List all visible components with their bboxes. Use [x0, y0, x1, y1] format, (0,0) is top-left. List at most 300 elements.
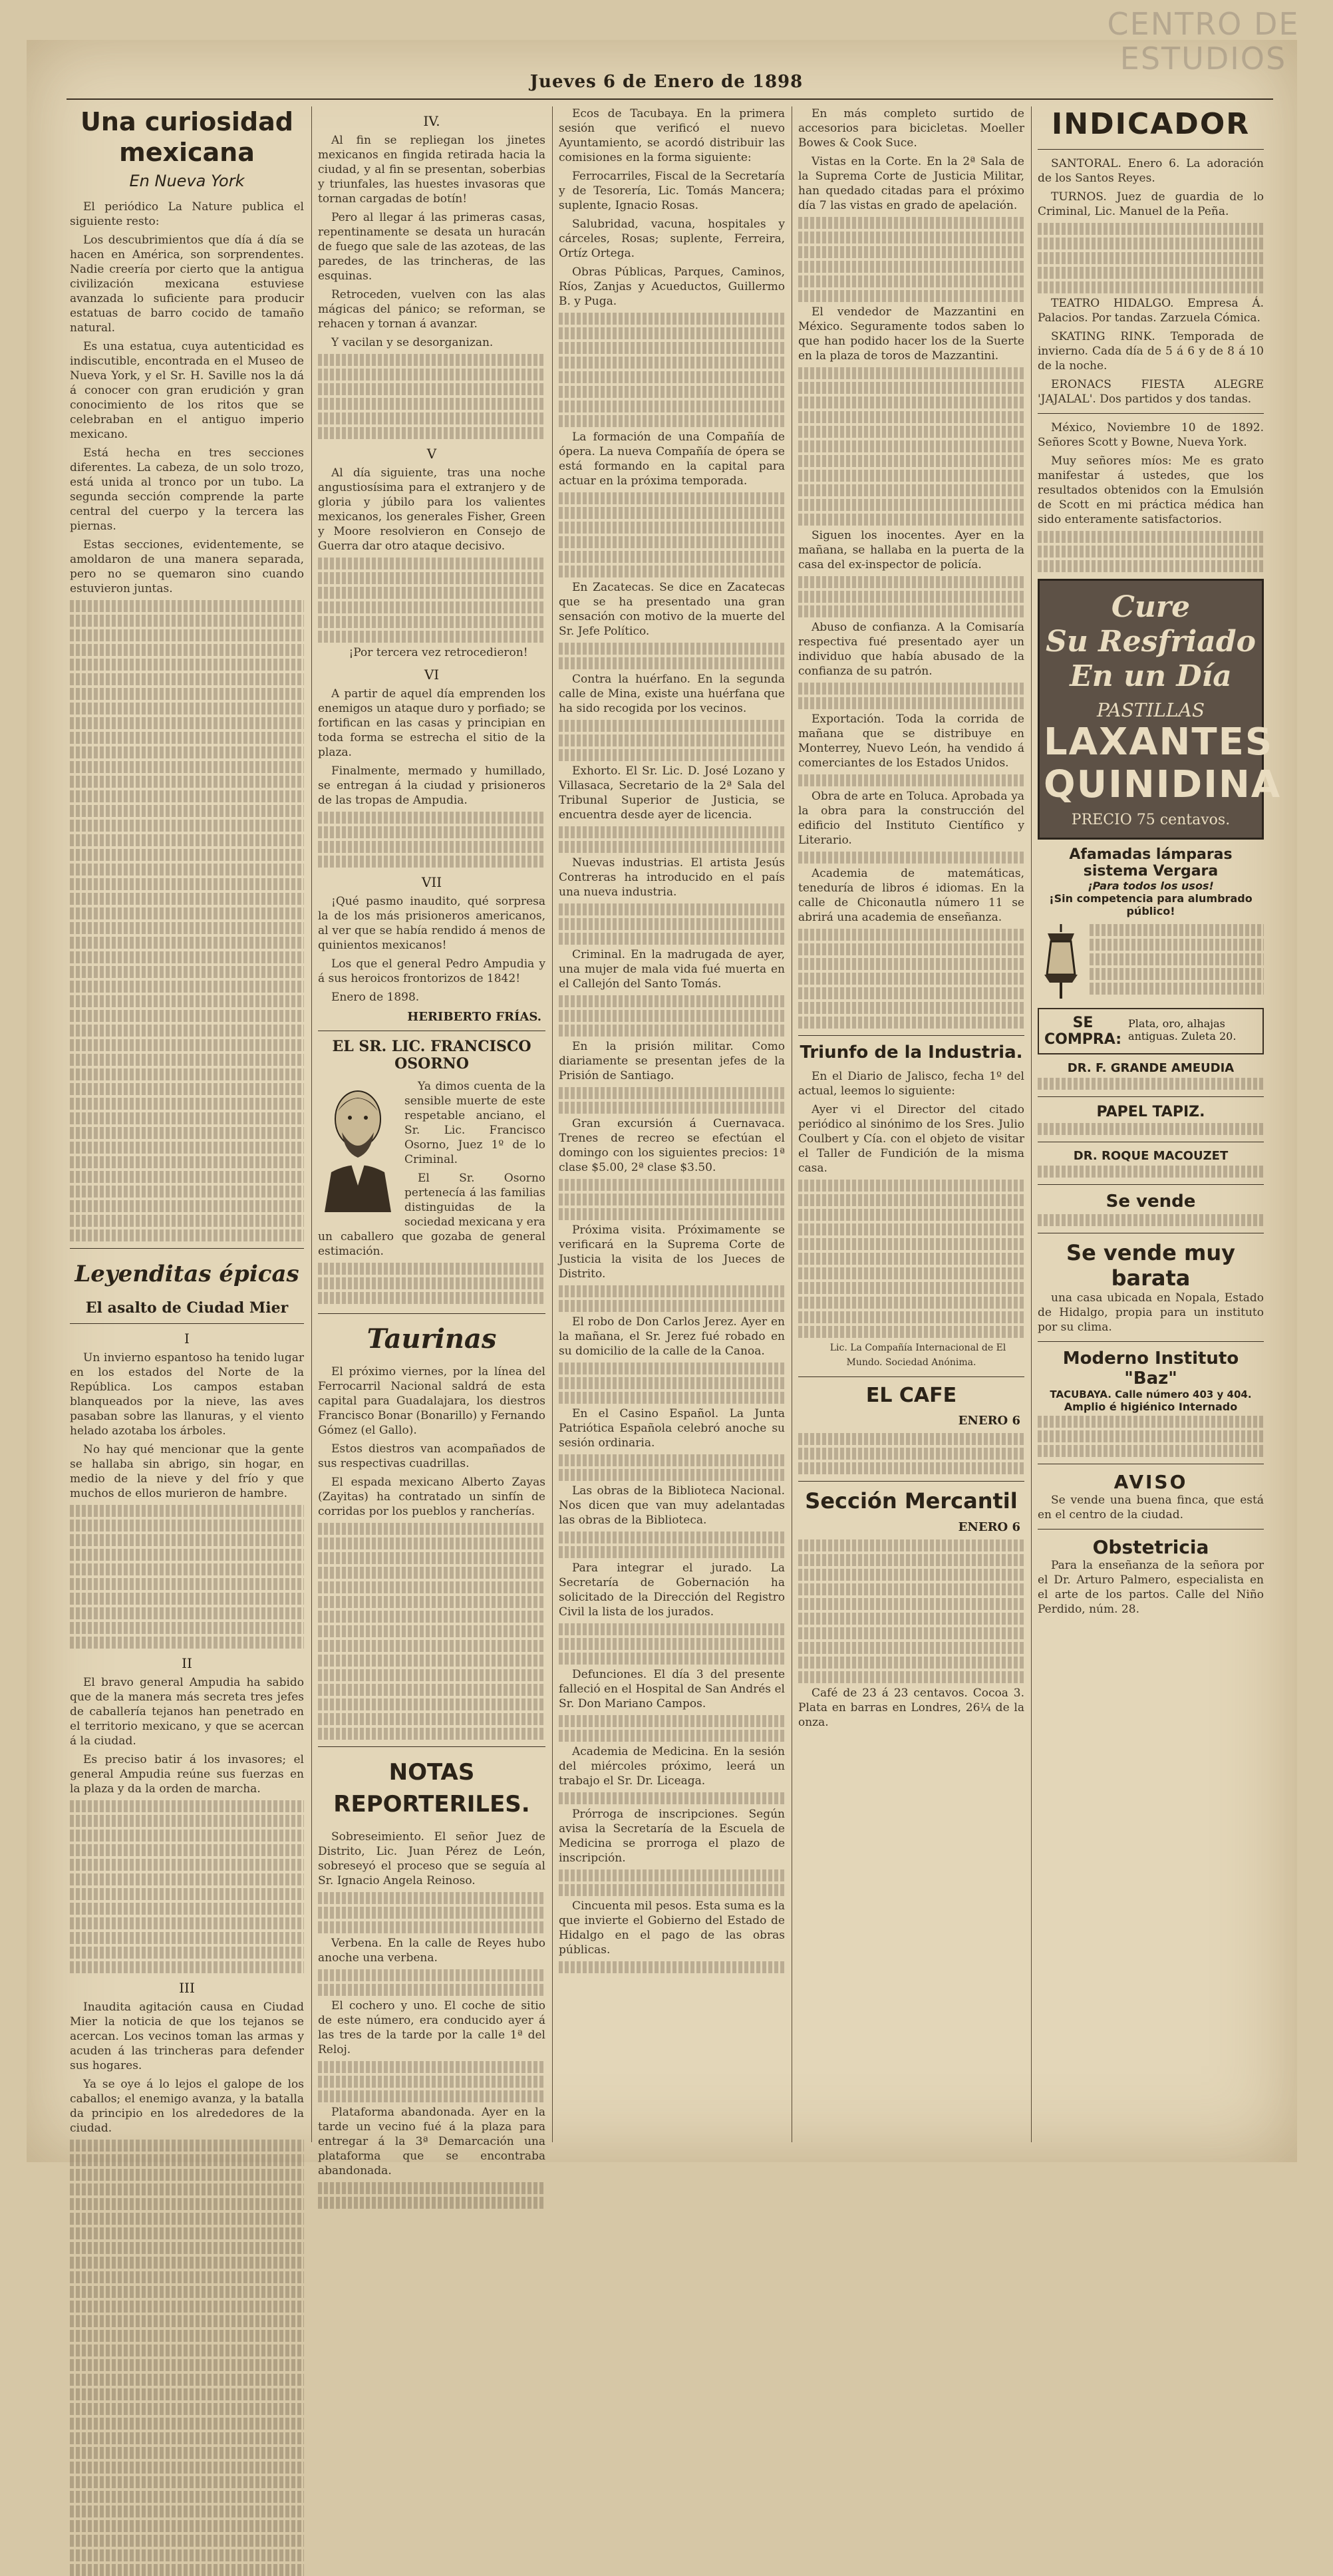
se-compra-ad: [1038, 1008, 1264, 1054]
cafe-date: ENERO 6: [958, 1414, 1020, 1428]
headline-curiosidad: Una curiosidad mexicana: [80, 107, 293, 167]
section-divider: [318, 1746, 545, 1747]
lamp-icon: [1038, 921, 1084, 1001]
text-filler: [1090, 939, 1264, 951]
publisher-note: Lic. La Compañía Internacional de El Mundo. Sociedad Anónima.: [829, 1343, 1006, 1368]
text-filler: [1038, 1078, 1264, 1090]
article-paragraph: Es preciso batir á los invasores; el general Ampudia reúne sus fuerzas en la plaza y da la orden de marcha.: [70, 1753, 304, 1796]
section-divider: [798, 1481, 1024, 1482]
article-paragraph: TEATRO HIDALGO. Empresa Á. Palacios. Por tandas. Zarzuela Cómica.: [1038, 297, 1264, 325]
text-filler: [798, 1462, 1024, 1474]
text-filler: [70, 1622, 304, 1634]
article-paragraph: A partir de aquel día emprenden los enemigos un ataque duro y porfiado; se fortifican en las casas y principian en toda forma se estrecha el sitio de la plaza.: [318, 687, 545, 759]
text-filler: [70, 1932, 304, 1944]
page-dateline: Jueves 6 de Enero de 1898: [529, 72, 804, 92]
text-filler: [798, 943, 1024, 955]
article-dateline: Enero de 1898.: [331, 991, 420, 1004]
subhead-ciudad-mier: El asalto de Ciudad Mier: [85, 1299, 289, 1317]
text-filler: [798, 426, 1024, 438]
section-number: II: [182, 1655, 192, 1671]
text-filler: [559, 734, 785, 746]
text-filler: [70, 1039, 304, 1051]
text-filler: [70, 1520, 304, 1531]
column-3: [559, 106, 785, 2142]
text-filler: [798, 1448, 1024, 1460]
text-filler: [70, 629, 304, 641]
section-number: VI: [424, 667, 440, 683]
text-filler: [559, 841, 785, 853]
text-filler: [559, 565, 785, 577]
text-filler: [70, 2374, 304, 2386]
text-filler: [70, 2491, 304, 2503]
text-filler: [798, 411, 1024, 423]
article-paragraph: Está hecha en tres secciones diferentes. La cabeza, de un solo trozo, está unida al tronco por un tubo. La segunda sección comprende la parte central del cuerpo y la tercera las piernas.: [70, 446, 304, 533]
text-filler: [70, 849, 304, 861]
text-filler: [70, 600, 304, 612]
article-paragraph: ERONACS FIESTA ALEGRE 'JAJALAL'. Dos partidos y dos tandas.: [1038, 378, 1264, 406]
article-paragraph: Estas secciones, evidentemente, se amoldaron de una manera separada, pero no se quemaron sino cuando estuvieron juntas.: [70, 538, 304, 595]
text-filler: [70, 703, 304, 715]
text-filler: [798, 1223, 1024, 1235]
article-paragraph: Un invierno espantoso ha tenido lugar en los estados del Norte de la República. Los campos estaban blanqueados por la nieve, las aves pasaban sobre las llanuras, y el viento helado azotaba los árboles.: [70, 1351, 304, 1438]
text-filler: [559, 643, 785, 655]
article-paragraph: Academia de Medicina. En la sesión del miércoles próximo, leerá un trabajo el Sr. Dr. Liceaga.: [559, 1745, 785, 1788]
text-filler: [70, 1844, 304, 1856]
text-filler: [559, 657, 785, 669]
article-paragraph: Los descubrimientos que día á día se hacen en América, son sorprendentes. Nadie creería por cierto que la antigua civilización mexicana estuviese avanzada lo suficiente para producir estatuas de barro cocido de tamaño natural.: [70, 234, 304, 335]
article-paragraph: Las obras de la Biblioteca Nacional. Nos dicen que van muy adelantadas las obras de la Biblioteca.: [559, 1484, 785, 1527]
text-filler: [798, 275, 1024, 287]
text-filler: [1090, 968, 1264, 980]
text-filler: [798, 382, 1024, 394]
aviso-ad: AVISO: [1113, 1471, 1188, 1493]
text-filler: [798, 1282, 1024, 1294]
column-separator: [311, 106, 312, 2142]
text-filler: [318, 1277, 545, 1289]
article-paragraph: En la prisión militar. Como diariamente se presentan jefes de la Prisión de Santiago.: [559, 1040, 785, 1082]
text-filler: [70, 805, 304, 817]
text-filler: [798, 683, 1024, 695]
text-filler: [559, 1653, 785, 1665]
article-paragraph: Nuevas industrias. El artista Jesús Contreras ha introducido en el país una nueva industria.: [559, 856, 785, 899]
headline-triunfo-industria: Triunfo de la Industria.: [800, 1043, 1023, 1062]
text-filler: [559, 1377, 785, 1389]
text-filler: [70, 732, 304, 744]
text-filler: [70, 1142, 304, 1154]
article-paragraph: Plataforma abandonada. Ayer en la tarde un vecino fué á la plaza para entregar á la 3ª Demarcación una plataforma que se encontraba abandonada.: [318, 2106, 545, 2177]
ad-pastillas-line: PASTILLAS: [1097, 699, 1205, 721]
article-paragraph: Verbena. En la calle de Reyes hubo anoche una verbena.: [318, 1937, 545, 1965]
section-divider: [1038, 149, 1264, 150]
text-filler: [318, 841, 545, 853]
text-filler: [70, 1534, 304, 1546]
text-filler: [70, 1961, 304, 1973]
text-filler: [70, 834, 304, 846]
text-filler: [798, 1297, 1024, 1309]
text-filler: [318, 587, 545, 599]
ad-dia-line: En un Día: [1070, 659, 1232, 693]
text-filler: [1038, 1166, 1264, 1178]
text-filler: [318, 1713, 545, 1725]
obstetricia-ad: Obstetricia: [1092, 1536, 1209, 1558]
text-filler: [559, 1179, 785, 1191]
text-filler: [70, 1593, 304, 1605]
text-filler: [318, 1581, 545, 1593]
text-filler: [1038, 546, 1264, 558]
text-filler: [318, 1523, 545, 1535]
text-filler: [70, 1859, 304, 1871]
text-filler: [559, 536, 785, 548]
text-filler: [318, 369, 545, 381]
text-filler: [70, 1830, 304, 1842]
text-filler: [798, 261, 1024, 273]
article-paragraph: Ya se oye á lo lejos el galope de los caballos; el enemigo avanza, y la batalla da principio en los alrededores de la ciudad.: [70, 2078, 304, 2135]
text-filler: [70, 1917, 304, 1929]
text-filler: [559, 720, 785, 732]
text-filler: [70, 937, 304, 949]
text-filler: [798, 232, 1024, 243]
text-filler: [70, 995, 304, 1007]
headline-leyenditas: Leyenditas épicas: [74, 1261, 299, 1287]
ad-price: PRECIO 75 centavos.: [1071, 812, 1231, 828]
text-filler: [559, 357, 785, 369]
text-filler: [70, 1888, 304, 1900]
text-filler: [70, 1607, 304, 1619]
text-filler: [70, 907, 304, 919]
text-filler: [318, 412, 545, 424]
text-filler: [318, 2090, 545, 2102]
text-filler: [318, 1728, 545, 1740]
text-filler: [318, 1552, 545, 1564]
text-filler: [559, 1884, 785, 1896]
text-filler: [798, 929, 1024, 941]
text-filler: [70, 893, 304, 905]
article-paragraph: Próxima visita. Próximamente se verificará en la Suprema Corte de Justicia la visita de los Jueces de Distrito.: [559, 1223, 785, 1281]
lamparas-subhead-2: ¡Sin competencia para alumbrado público!: [1049, 892, 1253, 917]
text-filler: [798, 367, 1024, 379]
article-paragraph: Muy señores míos: Me es grato manifestar á ustedes, que los resultados obtenidos con la Emulsión de Scott en mi práctica médica han sido enteramente satisfactorios.: [1038, 454, 1264, 526]
text-filler: [798, 1180, 1024, 1192]
text-filler: [798, 987, 1024, 999]
text-filler: [70, 644, 304, 656]
text-filler: [1038, 1430, 1264, 1442]
text-filler: [318, 354, 545, 366]
text-filler: [70, 1156, 304, 1168]
text-filler: [70, 1098, 304, 1110]
text-filler: [798, 1326, 1024, 1338]
instituto-address: TACUBAYA. Calle número 403 y 404.: [1050, 1388, 1252, 1400]
text-filler: [318, 1684, 545, 1696]
text-filler: [798, 1017, 1024, 1029]
lamparas-text-block: [1090, 921, 1264, 1001]
ad-laxantes-line: LAXANTES: [1044, 721, 1274, 764]
text-filler: [559, 1392, 785, 1404]
ad-quinidina-line: QUINIDINA: [1044, 763, 1282, 806]
article-paragraph: Siguen los inocentes. Ayer en la mañana, se hallaba en la puerta de la casa del ex-inspector de policía.: [798, 529, 1024, 571]
text-filler: [318, 2076, 545, 2088]
text-filler: [70, 1229, 304, 1241]
section-number: V: [426, 446, 437, 462]
headline-lamparas: Afamadas lámparas sistema Vergara: [1069, 846, 1233, 880]
article-paragraph: En el Casino Español. La Junta Patriótica Española celebró anoche su sesión ordinaria.: [559, 1407, 785, 1450]
article-paragraph: Cincuenta mil pesos. Esta suma es la que invierte el Gobierno del Estado de Hidalgo en el pago de las obras públicas.: [559, 1899, 785, 1957]
text-filler: [70, 2330, 304, 2342]
section-divider: [70, 1248, 304, 1249]
archive-watermark: [1094, 7, 1313, 76]
text-filler: [70, 688, 304, 700]
text-filler: [70, 2140, 304, 2152]
text-filler: [70, 790, 304, 802]
text-filler: [70, 2271, 304, 2283]
article-paragraph: Criminal. En la madrugada de ayer, una mujer de mala vida fué muerta en el Callejón del Santo Tomás.: [559, 948, 785, 991]
text-filler: [1038, 1445, 1264, 1457]
text-filler: [559, 1961, 785, 1973]
text-filler: [318, 1669, 545, 1681]
ameduia-ad: DR. F. GRANDE AMEUDIA: [1067, 1061, 1235, 1075]
text-filler: [559, 551, 785, 563]
article-paragraph: El vendedor de Mazzantini en México. Seguramente todos saben lo que han podido hacer los de la Suerte en la plaza de toros de Mazzantini.: [798, 305, 1024, 363]
text-filler: [70, 981, 304, 993]
text-filler: [1090, 953, 1264, 965]
osorno-article: [318, 1079, 545, 1304]
text-filler: [70, 864, 304, 876]
text-filler: [1090, 924, 1264, 936]
text-filler: [70, 2169, 304, 2181]
text-filler: [70, 746, 304, 758]
article-paragraph: TURNOS. Juez de guardia de lo Criminal, Lic. Manuel de la Peña.: [1038, 190, 1264, 218]
article-paragraph: Café de 23 á 23 centavos. Cocoa 3. Plata en barras en Londres, 26¼ de la onza.: [798, 1687, 1024, 1729]
text-filler: [1038, 223, 1264, 235]
text-filler: [70, 1549, 304, 1561]
text-filler: [559, 1623, 785, 1635]
article-paragraph: Finalmente, mermado y humillado, se entregan á la ciudad y prisioneros de las tropas de Ampudia.: [318, 764, 545, 807]
article-paragraph: SANTORAL. Enero 6. La adoración de los Santos Reyes.: [1038, 157, 1264, 185]
column-1: [70, 106, 304, 2142]
column-5: [1038, 106, 1282, 2142]
text-filler: [798, 1253, 1024, 1265]
text-filler: [318, 856, 545, 868]
top-rule: [67, 98, 1273, 100]
article-byline: HERIBERTO FRÍAS.: [407, 1010, 541, 1024]
text-filler: [318, 383, 545, 395]
section-divider: [798, 1035, 1024, 1036]
article-paragraph: Estos diestros van acompañados de sus respectivas cuadrillas.: [318, 1442, 545, 1470]
text-filler: [1038, 238, 1264, 249]
text-filler: [798, 290, 1024, 302]
text-filler: [798, 697, 1024, 709]
article-paragraph: Y vacilan y se desorganizan.: [331, 336, 494, 349]
text-filler: [70, 2213, 304, 2225]
text-filler: [559, 415, 785, 427]
text-filler: [318, 1263, 545, 1275]
headline-el-cafe: EL CAFE: [865, 1384, 957, 1407]
text-filler: [70, 2447, 304, 2459]
text-filler: [559, 1531, 785, 1543]
text-filler: [559, 1102, 785, 1114]
text-filler: [798, 499, 1024, 511]
text-filler: [318, 1892, 545, 1904]
text-filler: [798, 397, 1024, 408]
portrait-engraving: [318, 1079, 398, 1212]
text-filler: [798, 958, 1024, 970]
text-filler: [559, 1638, 785, 1650]
text-filler: [1038, 1123, 1264, 1135]
text-filler: [798, 1569, 1024, 1581]
text-filler: [70, 2388, 304, 2400]
text-filler: [70, 2549, 304, 2561]
text-filler: [70, 2462, 304, 2474]
text-filler: [559, 1208, 785, 1220]
text-filler: [318, 601, 545, 613]
text-filler: [318, 1921, 545, 1933]
text-filler: [70, 1127, 304, 1139]
text-filler: [70, 2520, 304, 2532]
text-filler: [70, 615, 304, 627]
text-filler: [70, 1083, 304, 1095]
text-filler: [559, 492, 785, 504]
text-filler: [559, 1025, 785, 1037]
text-filler: [1038, 1416, 1264, 1428]
text-filler: [798, 973, 1024, 985]
text-filler: [70, 776, 304, 788]
instituto-tagline: Amplio é higiénico Internado: [1064, 1400, 1238, 1413]
article-paragraph: El periódico La Nature publica el siguiente resto:: [70, 200, 304, 228]
section-number: VII: [421, 874, 442, 890]
article-paragraph: Ayer vi el Director del citado periódico al sinónimo de los Sres. Julio Coulbert y Cía. con el objeto de visitar el Taller de Fundición de la misma casa.: [798, 1103, 1024, 1175]
headline-notas-reporteriles: NOTAS REPORTERILES.: [333, 1759, 530, 1818]
text-filler: [70, 1578, 304, 1590]
text-filler: [798, 1002, 1024, 1014]
watermark-line-1: CENTRO DE: [1107, 6, 1300, 42]
article-paragraph: Gran excursión á Cuernavaca. Trenes de recreo se efectúan el domingo con los siguientes precios: 1ª clase $5.00, 2ª clase $3.50.: [559, 1117, 785, 1174]
lamparas-ad-body: [1038, 921, 1264, 1001]
text-filler: [70, 673, 304, 685]
text-filler: [559, 507, 785, 519]
text-filler: [559, 371, 785, 383]
article-paragraph: Exhorto. El Sr. Lic. D. José Lozano y Villasaca, Secretario de la 2ª Sala del Tribunal Superior de Justicia, se encuentra desde ayer de licencia.: [559, 764, 785, 822]
text-filler: [798, 1642, 1024, 1654]
column-4: [798, 106, 1024, 2142]
text-filler: [559, 826, 785, 838]
text-filler: [798, 605, 1024, 617]
text-filler: [70, 2257, 304, 2269]
text-filler: [798, 774, 1024, 786]
article-paragraph: Obras Públicas, Parques, Caminos, Ríos, Zanjas y Acueductos, Guillermo B. y Puga.: [559, 265, 785, 308]
text-filler: [1038, 531, 1264, 543]
article-paragraph: una casa ubicada en Nopala, Estado de Hidalgo, propia para un instituto por su clima.: [1038, 1291, 1264, 1334]
lamparas-subhead: ¡Para todos los usos!: [1088, 880, 1214, 892]
text-filler: [318, 1292, 545, 1304]
text-filler: [559, 1546, 785, 1558]
text-filler: [318, 1907, 545, 1919]
text-filler: [559, 386, 785, 398]
text-filler: [70, 1171, 304, 1183]
article-paragraph: Ya dimos cuenta de la sensible muerte de este respetable anciano, el Sr. Lic. Francisco Osorno, Juez 1º de lo Criminal.: [404, 1080, 545, 1166]
text-filler: [798, 852, 1024, 864]
text-filler: [70, 2183, 304, 2195]
section-divider: [1038, 1096, 1264, 1097]
se-compra-text: Plata, oro, alhajas antiguas. Zuleta 20.: [1128, 1017, 1237, 1043]
papel-tapiz-ad: PAPEL TAPIZ.: [1096, 1104, 1205, 1120]
text-filler: [70, 1947, 304, 1959]
advertisement-pastillas-laxantes: [1038, 579, 1282, 840]
text-filler: [559, 1285, 785, 1297]
text-filler: [318, 1640, 545, 1652]
text-filler: [70, 1200, 304, 1212]
text-filler: [798, 514, 1024, 526]
text-filler: [318, 2182, 545, 2194]
article-paragraph: El espada mexicano Alberto Zayas (Zayitas) ha contratado un sinfín de corridas por los pueblos y rancherías.: [318, 1476, 545, 1518]
article-paragraph: Contra la huérfano. En la segunda calle de Mina, existe una huérfana que ha sido recogida por los vecinos.: [559, 673, 785, 715]
text-filler: [70, 2301, 304, 2313]
text-filler: [559, 1010, 785, 1022]
article-paragraph: El bravo general Ampudia ha sabido que de la manera más secreta tres jefes de caballería tejanos han penetrado en el territorio mexicano, y que se acercan á la ciudad.: [70, 1676, 304, 1748]
text-filler: [318, 1567, 545, 1579]
article-paragraph: La formación de una Compañía de ópera. La nueva Compañía de ópera se está formando en la capital para actuar en la próxima temporada.: [559, 430, 785, 488]
text-filler: [70, 1010, 304, 1022]
ad-cure-line: Cure: [1111, 590, 1191, 624]
text-filler: [1090, 983, 1264, 995]
headline-osorno: EL SR. LIC. FRANCISCO OSORNO: [332, 1038, 531, 1072]
text-filler: [70, 2505, 304, 2517]
text-filler: [70, 1800, 304, 1812]
section-divider: [1038, 413, 1264, 414]
article-paragraph: Exportación. Toda la corrida de mañana que se distribuye en Monterrey, Nuevo León, ha vendido á comerciantes de los Estados Unidos.: [798, 713, 1024, 770]
text-filler: [1038, 281, 1264, 293]
se-compra-label: SE COMPRA:: [1044, 1015, 1122, 1048]
section-number: IV.: [423, 113, 440, 129]
text-filler: [559, 995, 785, 1007]
se-vende-barata-ad: Se vende muy barata: [1066, 1240, 1235, 1291]
se-vende-ad: Se vende: [1106, 1192, 1196, 1211]
text-filler: [559, 749, 785, 761]
text-filler: [70, 951, 304, 963]
text-filler: [318, 2061, 545, 2073]
article-paragraph: ¡Por tercera vez retrocedieron!: [349, 646, 528, 659]
text-filler: [798, 1238, 1024, 1250]
text-filler: [798, 1671, 1024, 1683]
article-paragraph: Retroceden, vuelven con las alas mágicas del pánico; se reforman, se rehacen y tornan á avanzar.: [318, 288, 545, 331]
text-filler: [798, 1627, 1024, 1639]
text-filler: [70, 1068, 304, 1080]
text-filler: [70, 2227, 304, 2239]
article-paragraph: Al fin se repliegan los jinetes mexicanos en fingida retirada hacia la ciudad, y al fin se presentan, soberbias y triunfales, las huestes invasoras que tornan cargadas de botín!: [318, 134, 545, 206]
text-filler: [70, 2564, 304, 2576]
text-filler: [70, 2344, 304, 2356]
headline-indicador: INDICADOR: [1051, 107, 1251, 141]
article-paragraph: Es una estatua, cuya autenticidad es indiscutible, encontrada en el Museo de Nueva York, y el Sr. H. Saville nos la dá á conocer con gran erudición y gran conocimiento de los ritos que se celebraban en el antiguo imperio mexicano.: [70, 340, 304, 441]
article-paragraph: Salubridad, vacuna, hospitales y cárceles, Rosas; suplente, Ferreira, Ortíz Ortega.: [559, 218, 785, 260]
column-2: [318, 106, 545, 2177]
text-filler: [70, 761, 304, 773]
text-filler: [559, 1469, 785, 1481]
article-paragraph: Vistas en la Corte. En la 2ª Sala de la Suprema Corte de Justicia Militar, han quedado citadas para el próximo día 7 las vistas en grado de apelación.: [798, 155, 1024, 212]
text-filler: [70, 1112, 304, 1124]
section-number: I: [184, 1331, 190, 1347]
text-filler: [318, 1698, 545, 1710]
text-filler: [798, 1209, 1024, 1221]
text-filler: [798, 1267, 1024, 1279]
text-filler: [559, 522, 785, 534]
section-divider: [70, 1323, 304, 1324]
article-paragraph: Ecos de Tacubaya. En la primera sesión que verificó el nuevo Ayuntamiento, se acordó distribuir las comisiones en la forma siguiente:: [559, 107, 785, 164]
headline-seccion-mercantil: Sección Mercantil: [805, 1488, 1018, 1514]
text-filler: [798, 217, 1024, 229]
text-filler: [559, 1715, 785, 1727]
text-filler: [559, 1730, 785, 1742]
text-filler: [559, 1363, 785, 1374]
text-filler: [70, 2242, 304, 2254]
